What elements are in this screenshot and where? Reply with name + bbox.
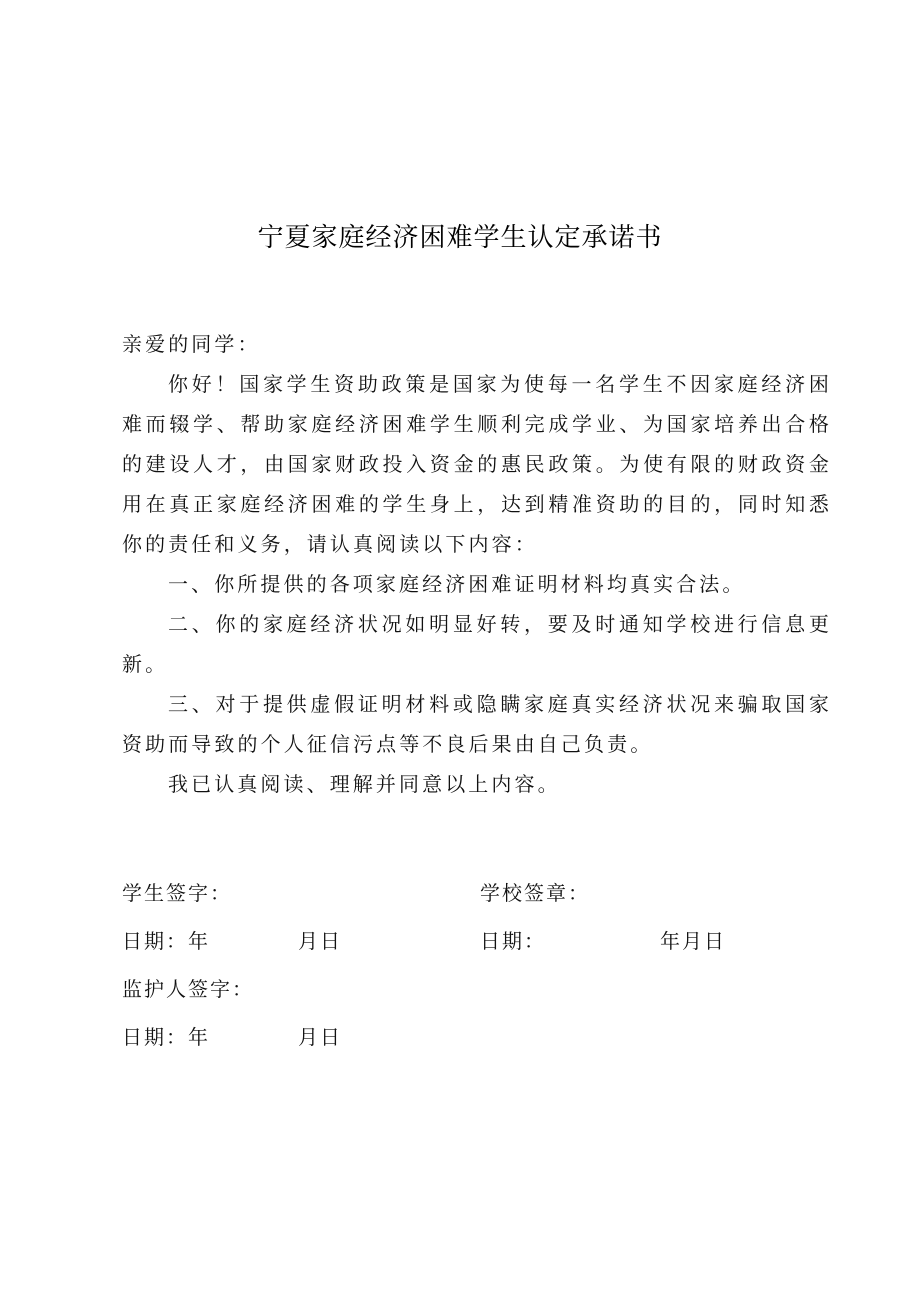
commitment-item-2: 二、你的家庭经济状况如明显好转，要及时通知学校进行信息更新。 — [122, 612, 832, 676]
commitment-item-1: 一、你所提供的各项家庭经济困难证明材料均真实合法。 — [168, 572, 746, 596]
document-body — [122, 324, 832, 804]
agreement-statement: 我已认真阅读、理解并同意以上内容。 — [168, 772, 561, 796]
guardian-signature-label: 监护人签字： — [122, 977, 254, 1001]
student-date-month-day: 月日 — [298, 929, 342, 953]
school-date-suffix: 年月日 — [660, 929, 726, 953]
student-signature-label: 学生签字： — [122, 881, 232, 905]
document-title: 宁夏家庭经济困难学生认定承诺书 — [257, 223, 663, 253]
student-date-label: 日期：年 — [122, 929, 210, 953]
salutation: 亲爱的同学： — [122, 332, 261, 356]
intro-paragraph: 你好！国家学生资助政策是国家为使每一名学生不因家庭经济困难而辍学、帮助家庭经济困难学生顺利完成学业、为国家培养出合格的建设人才，由国家财政投入资金的惠民政策。为使有限的财政资金用在真正家庭经济困难的学生身上，达到精准资助的目的，同时知悉你的责任和义务，请认真阅读以下内容： — [122, 372, 832, 556]
guardian-date-label: 日期：年 — [122, 1025, 210, 1049]
guardian-date-month-day: 月日 — [298, 1025, 342, 1049]
school-seal-label: 学校签章： — [480, 881, 590, 905]
school-date-label: 日期： — [480, 929, 546, 953]
commitment-item-3: 三、对于提供虚假证明材料或隐瞒家庭真实经济状况来骗取国家资助而导致的个人征信污点等不良后果由自己负责。 — [122, 692, 832, 756]
